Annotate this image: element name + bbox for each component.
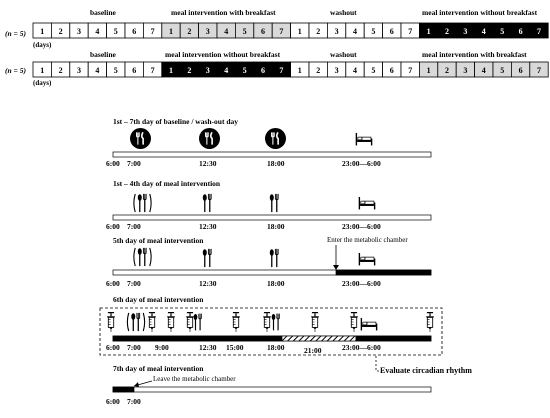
timeline-top-day-number: 6	[518, 27, 523, 36]
timeline-top-day-number: 7	[279, 27, 284, 36]
timeline-bottom-day-number: 3	[77, 66, 81, 75]
day5-annotation: Leave the metabolic chamber	[153, 375, 236, 383]
day4-time-0600: 6:00	[106, 343, 120, 352]
day3-title: 5th day of meal intervention	[113, 236, 204, 245]
timeline-top-day-number: 3	[334, 27, 339, 36]
timeline-top-day-number: 2	[316, 27, 321, 36]
timeline-top-day-number: 2	[58, 27, 63, 36]
timeline-bottom-n-label: (n = 5)	[5, 66, 26, 75]
day1-schedule-bar	[113, 152, 431, 157]
syringe-icon	[148, 312, 156, 332]
day5-time-0600: 6:00	[106, 397, 120, 406]
bracketed-meal-icon	[127, 313, 144, 331]
day1-time-sleep: 23:00—6:00	[342, 159, 381, 168]
day2-time-0600: 6:00	[106, 222, 120, 231]
syringe-icon	[107, 312, 115, 332]
timeline-bottom-day-number: 7	[537, 66, 541, 75]
leave-chamber-arrowhead	[134, 382, 139, 387]
timeline-top-day-number: 1	[297, 27, 302, 36]
timeline-bottom-phase-intervention-with: meal intervention with breakfast	[422, 50, 527, 59]
day1-title: 1st – 7th day of baseline / wash-out day	[113, 117, 239, 126]
timeline-bottom-day-number: 2	[316, 66, 321, 75]
day1-time-1230: 12:30	[199, 159, 217, 168]
bracketed-meal-icon	[134, 194, 151, 212]
day3-time-0700: 7:00	[127, 279, 141, 288]
day3-time-sleep: 23:00—6:00	[342, 279, 381, 288]
bed-icon	[361, 318, 378, 330]
timeline-top-day-number: 4	[481, 27, 486, 36]
timeline-top-day-number: 5	[500, 27, 505, 36]
bed-icon	[359, 197, 376, 209]
syringe-icon	[426, 312, 434, 332]
timeline-top-phase-baseline: baseline	[90, 8, 116, 17]
day4-schedule-bar-segment	[282, 336, 356, 341]
timeline-top-day-number: 7	[408, 27, 413, 36]
spoon-fork-icon	[203, 194, 211, 212]
timeline-bottom-day-number: 7	[408, 66, 413, 75]
timeline-bottom-day-number: 4	[481, 66, 486, 75]
day4-time-1230: 12:30	[199, 343, 217, 352]
meal-icon	[130, 128, 151, 149]
timeline-top-day-number: 4	[95, 27, 100, 36]
timeline-bottom-day-number: 1	[169, 66, 173, 75]
day5-time-0700: 7:00	[127, 397, 141, 406]
timeline-top-day-number: 3	[463, 27, 468, 36]
timeline-top-day-number: 7	[150, 27, 155, 36]
day3-time-0600: 6:00	[106, 279, 120, 288]
day4-callout: Evaluate circadian rhythm	[380, 366, 472, 375]
day5-schedule-bar-segment	[113, 387, 134, 392]
timeline-bottom-day-number: 2	[58, 66, 63, 75]
spoon-fork-icon	[203, 249, 211, 267]
timeline-bottom-day-number: 2	[187, 66, 192, 75]
timeline-top-day-number: 6	[132, 27, 137, 36]
day3-time-1800: 18:00	[267, 279, 285, 288]
day4-time-0700: 7:00	[127, 343, 141, 352]
spoon-fork-icon	[272, 314, 280, 331]
syringe-icon	[232, 312, 240, 332]
syringe-icon	[263, 312, 271, 332]
timeline-top-phase-intervention-without: meal intervention without breakfast	[422, 8, 538, 17]
bed-icon	[359, 253, 376, 265]
timeline-bottom-day-number: 5	[371, 66, 376, 75]
day4-time-sleep: 23:00—6:00	[342, 343, 381, 352]
timeline-top-phase-washout: washout	[330, 8, 357, 17]
timeline-bottom-phase-washout: washout	[330, 50, 357, 59]
day2-title: 1st – 4th day of meal intervention	[113, 179, 221, 188]
day4-time-2100: 21:00	[304, 346, 322, 355]
day4-schedule-bar-segment	[113, 336, 282, 341]
timeline-top-day-number: 4	[353, 27, 357, 36]
timeline-bottom-day-number: 3	[205, 66, 210, 75]
timeline-top-n-label: (n = 5)	[5, 29, 26, 38]
timeline-bottom-day-number: 6	[261, 66, 265, 75]
meal-icon	[199, 128, 220, 149]
timeline-bottom-day-number: 3	[334, 66, 339, 75]
day1-time-0600: 6:00	[106, 159, 120, 168]
timeline-bottom-day-number: 4	[224, 66, 229, 75]
timeline-bottom-day-number: 7	[279, 66, 284, 75]
timeline-bottom-day-number: 1	[426, 66, 431, 75]
timeline-top-day-number: 5	[113, 27, 118, 36]
timeline-bottom-day-number: 5	[500, 66, 505, 75]
day4-schedule-bar-segment	[356, 336, 431, 341]
syringe-icon	[167, 312, 175, 332]
day1-time-0700: 7:00	[127, 159, 141, 168]
timeline-top-day-number: 3	[77, 27, 81, 36]
enter-chamber-arrowhead	[333, 265, 339, 270]
day4-time-0900: 9:00	[155, 343, 169, 352]
day5-title: 7th day of meal intervention	[113, 364, 204, 373]
timeline-bottom-day-number: 6	[389, 66, 394, 75]
timeline-top-day-number: 1	[426, 27, 431, 36]
syringe-icon	[186, 312, 194, 332]
day2-time-0700: 7:00	[127, 222, 141, 231]
spoon-fork-icon	[194, 314, 202, 331]
timeline-top-day-number: 5	[242, 27, 247, 36]
day4-title: 6th day of meal intervention	[113, 295, 204, 304]
timeline-bottom-day-number: 3	[463, 66, 468, 75]
syringe-icon	[311, 312, 319, 332]
timeline-top-day-number: 2	[445, 27, 449, 36]
day2-time-1800: 18:00	[267, 222, 285, 231]
timeline-top-day-number: 6	[389, 27, 394, 36]
timeline-top-day-number: 7	[537, 27, 541, 36]
day3-annotation: Enter the metabolic chamber	[327, 236, 408, 244]
spoon-fork-icon	[270, 194, 278, 212]
timeline-bottom-day-number: 6	[518, 66, 523, 75]
bed-icon	[356, 133, 373, 145]
day3-time-1230: 12:30	[199, 279, 217, 288]
timeline-bottom-days-label: (days)	[33, 79, 52, 87]
timeline-top-day-number: 6	[261, 27, 265, 36]
timeline-bottom-day-number: 7	[150, 66, 155, 75]
day3-schedule-bar-segment	[336, 270, 431, 275]
timeline-bottom-day-number: 5	[242, 66, 247, 75]
timeline-top-day-number: 4	[224, 27, 229, 36]
timeline-bottom-day-number: 1	[297, 66, 302, 75]
timeline-top-phase-intervention-with: meal intervention with breakfast	[171, 8, 276, 17]
timeline-top-day-number: 1	[169, 27, 173, 36]
spoon-fork-icon	[270, 249, 278, 267]
timeline-top-day-number: 3	[205, 27, 210, 36]
bracketed-meal-icon	[134, 248, 151, 266]
day5-schedule-bar	[113, 387, 431, 392]
timeline-bottom-phase-intervention-without: meal intervention without breakfast	[165, 50, 281, 59]
timeline-bottom-day-number: 4	[353, 66, 357, 75]
timeline-bottom-day-number: 1	[40, 66, 45, 75]
day2-time-1230: 12:30	[199, 222, 217, 231]
timeline-bottom-day-number: 4	[95, 66, 100, 75]
meal-icon	[265, 128, 286, 149]
day1-time-1800: 18:00	[267, 159, 285, 168]
timeline-bottom-day-number: 2	[445, 66, 449, 75]
syringe-icon	[350, 312, 358, 332]
timeline-bottom-day-number: 5	[113, 66, 118, 75]
timeline-top-day-number: 1	[40, 27, 45, 36]
timeline-top-day-number: 2	[187, 27, 192, 36]
day2-schedule-bar	[113, 215, 431, 220]
timeline-bottom-phase-baseline: baseline	[90, 50, 116, 59]
timeline-top-day-number: 5	[371, 27, 376, 36]
timeline-top-days-label: (days)	[33, 41, 52, 49]
day4-time-1500: 15:00	[226, 343, 244, 352]
day2-time-sleep: 23:00—6:00	[342, 222, 381, 231]
timeline-bottom-day-number: 6	[132, 66, 137, 75]
day4-time-1800: 18:00	[267, 343, 285, 352]
